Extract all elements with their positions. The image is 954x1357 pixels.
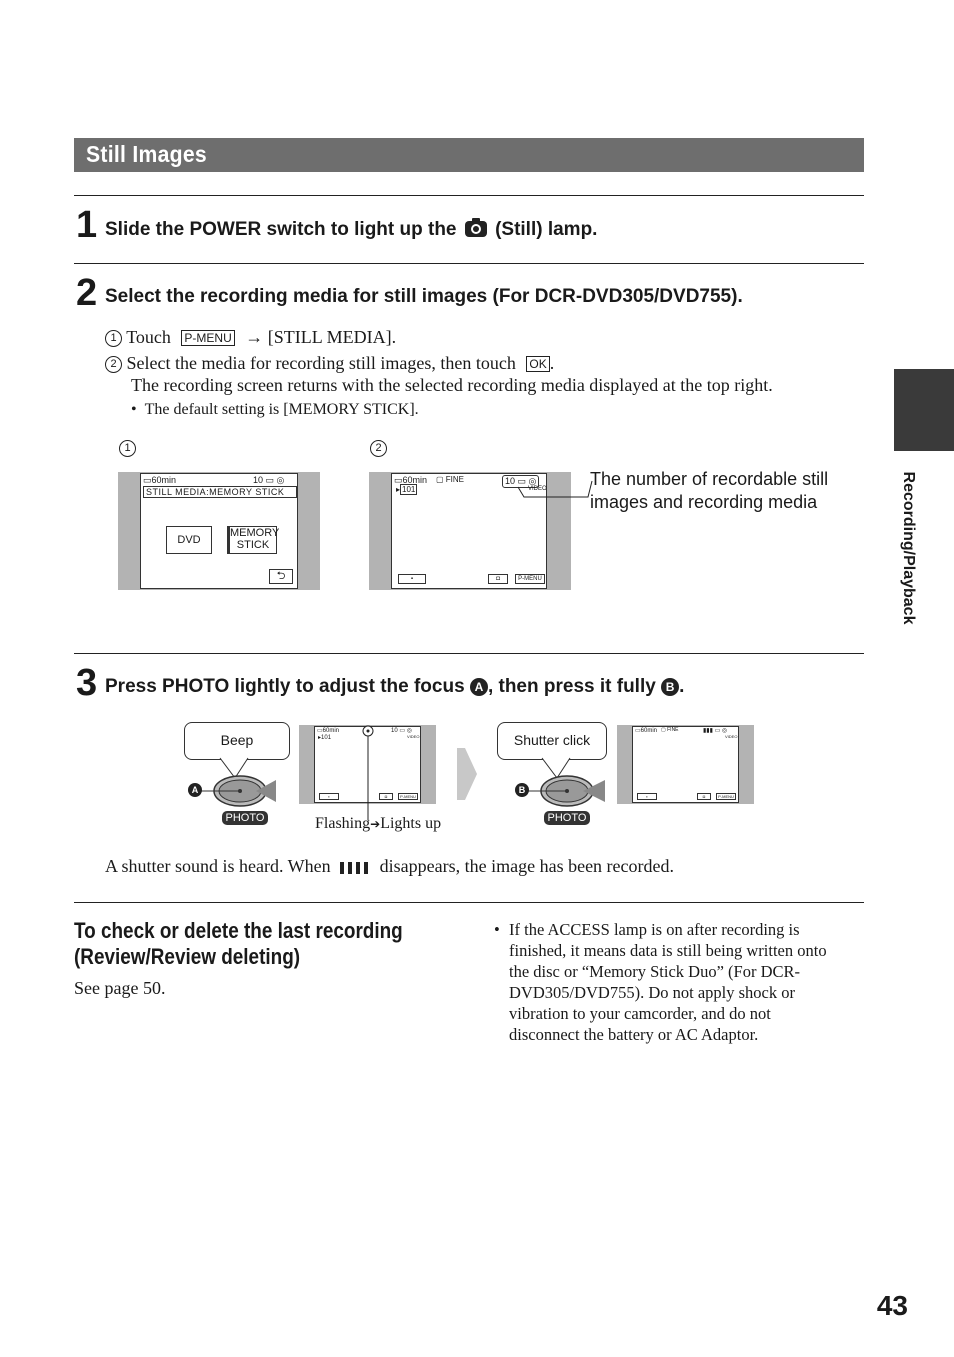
callout-text: The number of recordable still images and recording media: [590, 469, 829, 512]
page-number: 43: [876, 1290, 908, 1321]
substep-marker: 1: [105, 330, 122, 347]
ok-button: OK: [526, 356, 549, 372]
see-page-reference: See page 50.: [74, 978, 166, 998]
result-text-before: A shutter sound is heard. When: [105, 856, 331, 876]
marker-b-icon: B: [515, 783, 529, 797]
remaining-time: 60min: [322, 728, 340, 734]
figure-marker: 1: [119, 440, 136, 457]
media-label: VIDEO: [407, 734, 420, 739]
step-1-number: 1: [76, 204, 98, 246]
photo-button-label-a: PHOTO: [222, 811, 268, 825]
note-line: DVD305/DVD755). Do not apply shock or: [509, 983, 795, 1002]
p-menu-mini-button: P-MENU: [716, 793, 736, 800]
memory-stick-label-1: MEMORY: [230, 527, 280, 539]
section-header: [74, 138, 864, 172]
note-line: vibration to your camcorder, and do not: [509, 1004, 771, 1023]
remaining-time: 60min: [640, 728, 658, 734]
note-body: [494, 919, 866, 1045]
memory-stick-label-2: STICK: [236, 539, 270, 551]
chapter-label-text: Recording/Playback: [900, 471, 917, 625]
access-lamp-note: [494, 919, 866, 1045]
screen-display: [140, 473, 298, 589]
substep-marker: 2: [105, 356, 122, 373]
still-media-screen: [118, 472, 320, 590]
p-menu-mini-button: P-MENU: [398, 793, 418, 800]
note-line: disconnect the battery or AC Adaptor.: [509, 1025, 759, 1044]
step-1-instruction: [105, 218, 597, 241]
bullet: •: [131, 401, 137, 418]
step-3-text-middle: , then press it fully: [487, 676, 656, 697]
step-3-number: 3: [76, 662, 98, 704]
divider: [74, 195, 864, 196]
folder-number: ▸ 101: [396, 485, 416, 494]
step-2-substep-2-detail: The recording screen returns with the selected recording media displayed at the top right.: [131, 375, 773, 395]
step-2-number: 2: [76, 272, 98, 314]
folder-value: 101: [321, 735, 332, 741]
step-3-instruction: [105, 676, 684, 698]
bullet: •: [494, 920, 500, 939]
note-line: the disc or “Memory Stick Duo” (For DCR-: [509, 962, 800, 981]
step-3-text-after: .: [679, 676, 685, 697]
step-1-text-before: Slide the POWER switch to light up the: [105, 219, 457, 240]
image-count: 10 ▭ ◎: [391, 728, 412, 734]
battery-time: ▭60min: [317, 728, 340, 734]
substep-1-text-after: → [STILL MEDIA].: [245, 327, 397, 347]
return-icon: ⮌: [269, 569, 293, 584]
memory-stick-button: [227, 526, 280, 554]
divider: [74, 902, 864, 903]
callout-leader-line: [514, 475, 594, 505]
note-line: finished, it means data is still being written onto: [509, 941, 827, 960]
beep-bubble: Beep: [184, 722, 290, 760]
playback-icon: ▪: [637, 793, 657, 800]
step-3-text-before: Press PHOTO lightly to adjust the focus: [105, 676, 465, 697]
quality-value: FINE: [667, 727, 679, 733]
step-2-substep-1: [105, 327, 396, 348]
quality-indicator: ▢ FINE: [436, 475, 465, 484]
substep-2-text: Select the media for recording still images, then touch: [126, 353, 516, 373]
camera-icon: [464, 218, 488, 238]
shutter-click-bubble: Shutter click: [497, 722, 607, 760]
divider: [74, 653, 864, 654]
step-2-substep-2: [105, 353, 554, 374]
screen-display: [632, 726, 739, 803]
media-label: VIDEO: [725, 734, 738, 739]
battery-time: ▭60min: [635, 728, 658, 734]
folder-value: 101: [402, 485, 416, 494]
figure-marker: 2: [370, 440, 387, 457]
flashing-text: Flashing: [315, 815, 371, 832]
image-count: 10 ▭ ◎: [253, 475, 285, 485]
step-2-instruction: Select the recording media for still images (For DCR-DVD305/DVD755).: [105, 286, 743, 307]
p-menu-button: P-MENU: [181, 330, 234, 346]
figure-1-marker: [119, 440, 136, 458]
review-heading: [74, 918, 403, 970]
marker-b-label: [515, 781, 529, 799]
folder-number: ▸101: [318, 735, 332, 741]
focus-icon: ◘: [488, 574, 508, 584]
quality-value: FINE: [445, 475, 465, 484]
result-text-after: disappears, the image has been recorded.: [379, 856, 675, 876]
count-value: 10: [391, 728, 398, 734]
default-setting-text: The default setting is [MEMORY STICK].: [144, 401, 419, 418]
marker-b: B: [661, 678, 679, 696]
substep-2-period: .: [549, 353, 555, 373]
next-arrow-icon: [455, 748, 479, 800]
focus-icon: ◘: [379, 793, 393, 800]
focus-indicator-caption: [315, 815, 441, 833]
remaining-time: 60min: [151, 475, 177, 485]
arrow-right-icon: ➔: [370, 817, 381, 831]
photo-button-label-b: PHOTO: [544, 811, 590, 825]
playback-icon: ▪: [398, 574, 426, 584]
step-3-result: [105, 856, 674, 877]
quality-indicator: ▢ FINE: [661, 727, 679, 733]
media-label: VIDEO: [528, 486, 547, 492]
note-line: If the ACCESS lamp is on after recording is: [509, 920, 800, 939]
recording-bars-icon: [339, 859, 371, 875]
review-heading-line-2: (Review/Review deleting): [74, 944, 301, 969]
p-menu-mini-button: P-MENU: [515, 574, 545, 584]
count-media-indicator: 10 ▭ ◎: [502, 475, 539, 488]
recording-bars-icon: ▮▮▮ ▭ ◎: [703, 728, 728, 734]
recorded-screen: [617, 725, 754, 804]
figure-2-marker: [370, 440, 387, 458]
count-value: 10: [505, 476, 516, 486]
step-1-text-after: (Still) lamp.: [495, 219, 598, 240]
battery-time: ▭60min: [143, 475, 177, 485]
focus-indicator-leader: [360, 722, 376, 822]
focus-icon: ◘: [697, 793, 711, 800]
default-setting-note: [131, 401, 419, 419]
marker-a-icon: A: [188, 783, 202, 797]
section-title: Still Images: [86, 141, 207, 167]
lights-up-text: Lights up: [380, 815, 442, 832]
remaining-time: 60min: [402, 475, 428, 485]
battery-time: ▭60min: [394, 475, 428, 485]
review-heading-line-1: To check or delete the last recording: [74, 918, 403, 943]
dvd-button: DVD: [166, 526, 212, 554]
marker-a: A: [470, 678, 488, 696]
media-menu-title: STILL MEDIA:MEMORY STICK: [143, 486, 297, 498]
playback-icon: ▪: [319, 793, 339, 800]
marker-a-label: [188, 781, 202, 799]
divider: [74, 263, 864, 264]
chapter-tab: [894, 369, 954, 451]
substep-1-text: Touch: [126, 327, 171, 347]
count-value: 10: [253, 475, 264, 485]
